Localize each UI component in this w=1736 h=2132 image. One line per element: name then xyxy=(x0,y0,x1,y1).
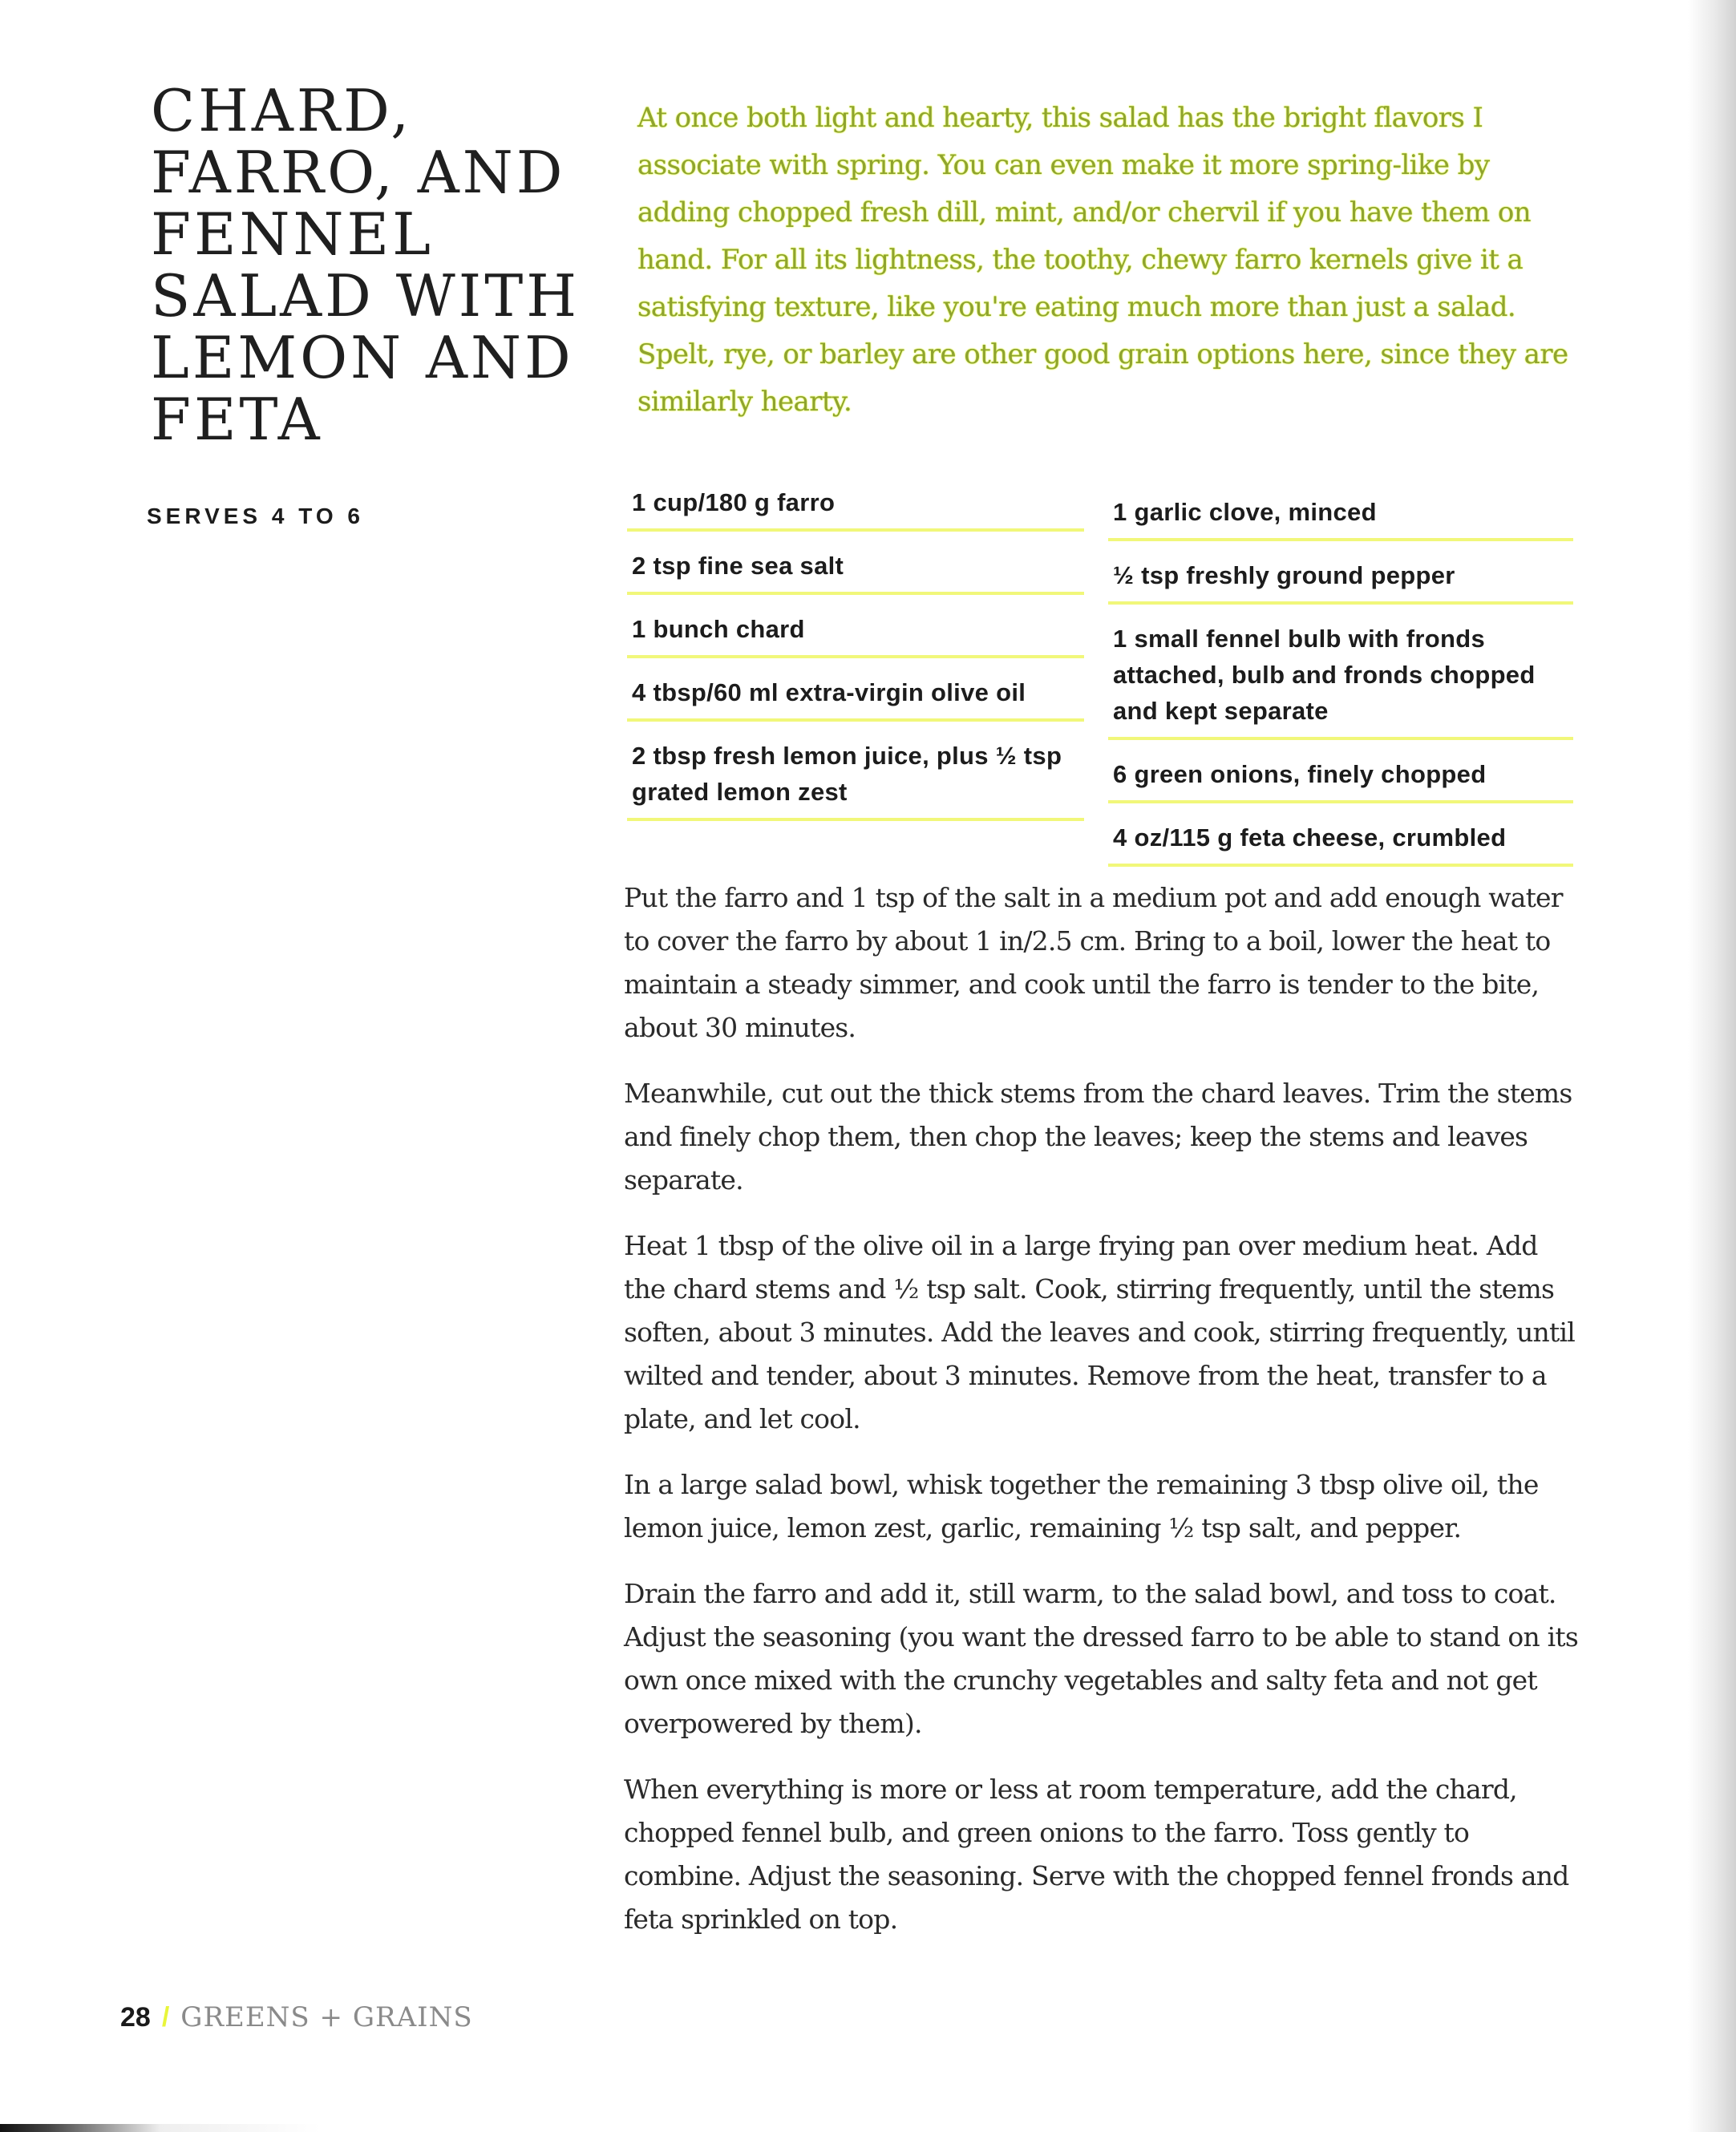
recipe-intro: At once both light and hearty, this salad has the bright flavors I associate with spring. You can even make it more spring-like by adding chopped fresh dill, mint, and/or chervil if you have them on hand. For all its lightness, the toothy, chewy farro kernels give it a satisfying texture, like you're eating much more than just a salad. Spelt, rye, or barley are other good grain options here, since they are similarly hearty. xyxy=(637,102,1568,418)
ingredient-item: 1 bunch chard xyxy=(627,605,1084,658)
ingredient-item: 2 tsp fine sea salt xyxy=(627,541,1084,595)
title-line: FARRO, AND xyxy=(151,139,566,206)
title-line: FENNEL xyxy=(151,200,434,268)
page-gutter-shadow xyxy=(1688,0,1736,2132)
method-step: Drain the farro and add it, still warm, to the salad bowl, and toss to coat. Adjust the seasoning (you want the dressed farro to be able to stand on its own once mixed with the crunchy vegetables and salty feta and not get overpowered by them). xyxy=(624,1578,1578,1739)
method-steps xyxy=(624,876,1578,1964)
ingredient-item: 1 garlic clove, minced xyxy=(1108,487,1573,541)
page-footer xyxy=(120,2001,473,2033)
title-line: FETA xyxy=(151,386,323,453)
ingredient-item: 2 tbsp fresh lemon juice, plus ½ tsp grated lemon zest xyxy=(627,731,1084,821)
method-step: In a large salad bowl, whisk together the remaining 3 tbsp olive oil, the lemon juice, lemon zest, garlic, remaining ½ tsp salt, and pepper. xyxy=(624,1469,1539,1543)
serves-label: SERVES 4 TO 6 xyxy=(147,504,364,528)
method-step: When everything is more or less at room temperature, add the chard, chopped fennel bulb, and green onions to the farro. Toss gently to combine. Adjust the seasoning. Serve with the chopped fennel fronds and feta sprinkled on top. xyxy=(624,1774,1569,1935)
ingredient-item: ½ tsp freshly ground pepper xyxy=(1108,551,1573,605)
ingredient-item: 4 oz/115 g feta cheese, crumbled xyxy=(1108,813,1573,867)
page-bottom-edge xyxy=(0,2124,1736,2132)
page-number: 28 xyxy=(120,2002,151,2033)
title-line: SALAD WITH xyxy=(151,262,580,330)
ingredients-list xyxy=(627,478,1573,876)
footer-separator: / xyxy=(161,2002,170,2033)
method-step: Put the farro and 1 tsp of the salt in a medium pot and add enough water to cover the farro by about 1 in/2.5 cm. Bring to a boil, lower the heat to maintain a steady simmer, and cook until the farro is tender to the bite, about 30 minutes. xyxy=(624,882,1563,1043)
section-name: GREENS + GRAINS xyxy=(180,2001,473,2033)
title-line: CHARD, xyxy=(151,77,413,144)
ingredient-item: 4 tbsp/60 ml extra-virgin olive oil xyxy=(627,668,1084,722)
title-line: LEMON AND xyxy=(151,324,574,391)
ingredient-item: 6 green onions, finely chopped xyxy=(1108,750,1573,803)
ingredient-item: 1 cup/180 g farro xyxy=(627,478,1084,532)
ingredients-column-right xyxy=(1108,487,1573,876)
method-step: Heat 1 tbsp of the olive oil in a large frying pan over medium heat. Add the chard stems and ½ tsp salt. Cook, stirring frequently, until the stems soften, about 3 minutes. Add the leaves and cook, stirring frequently, until wilted and tender, about 3 minutes. Remove from the heat, transfer to a plate, and let cool. xyxy=(624,1230,1575,1434)
ingredients-column-left xyxy=(627,478,1084,876)
ingredient-item: 1 small fennel bulb with fronds attached, bulb and fronds chopped and kept separate xyxy=(1108,614,1573,740)
recipe-title xyxy=(151,77,600,453)
method-step: Meanwhile, cut out the thick stems from the chard leaves. Trim the stems and finely chop them, then chop the leaves; keep the stems and leaves separate. xyxy=(624,1078,1572,1195)
